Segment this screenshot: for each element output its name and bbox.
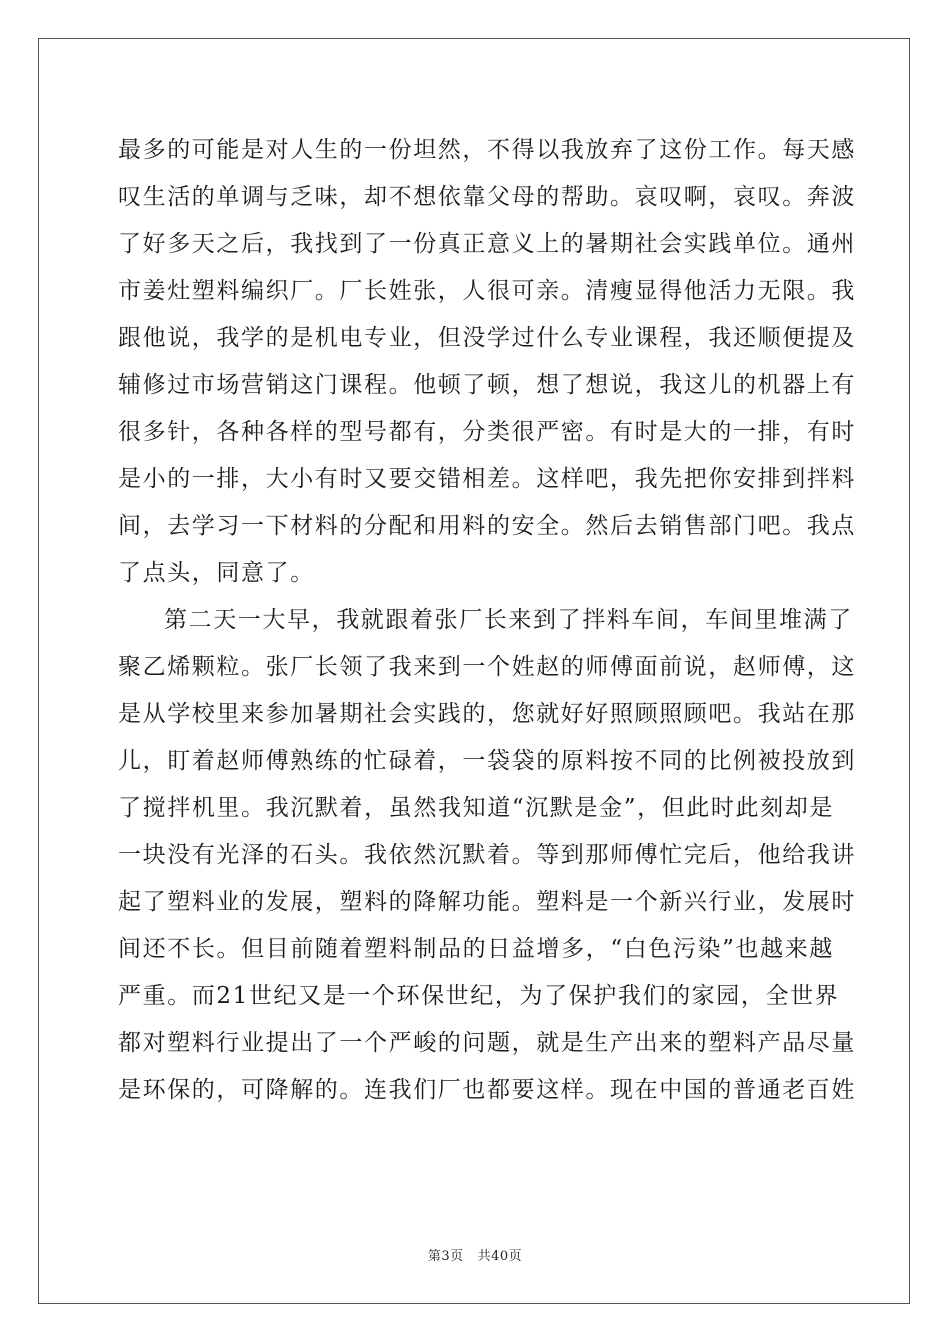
document-body: [118, 127, 856, 1114]
text-line: 是环保的，可降解的。连我们厂也都要这样。现在中国的普通老百姓: [118, 1077, 856, 1103]
text-line: 辅修过市场营销这门课程。他顿了顿，想了想说，我这儿的机器上有: [118, 372, 856, 398]
text-line: 很多针，各种各样的型号都有，分类很严密。有时是大的一排，有时: [118, 419, 856, 445]
text-line: 儿，盯着赵师傅熟练的忙碌着，一袋袋的原料按不同的比例被投放到: [118, 748, 856, 774]
page-total: 共40页: [477, 1249, 523, 1264]
text-line: 叹生活的单调与乏味，却不想依靠父母的帮助。哀叹啊，哀叹。奔波: [118, 184, 856, 210]
text-line: 了点头，同意了。: [118, 560, 315, 586]
text-line: 了搅拌机里。我沉默着，虽然我知道“沉默是金”，但此时此刻却是: [118, 795, 834, 821]
text-line: 聚乙烯颗粒。张厂长领了我来到一个姓赵的师傅面前说，赵师傅，这: [118, 654, 856, 680]
text-line: 市姜灶塑料编织厂。厂长姓张，人很可亲。清瘦显得他活力无限。我: [118, 278, 856, 304]
text-line: 第二天一大早，我就跟着张厂长来到了拌料车间，车间里堆满了: [164, 607, 853, 633]
page-number: 第3页: [427, 1249, 464, 1264]
text-line: 间，去学习一下材料的分配和用料的安全。然后去销售部门吧。我点: [118, 513, 856, 539]
text-line: 间还不长。但目前随着塑料制品的日益增多，“白色污染”也越来越: [118, 936, 834, 962]
text-line: 是小的一排，大小有时又要交错相差。这样吧，我先把你安排到拌料: [118, 466, 856, 492]
text-line: 是从学校里来参加暑期社会实践的，您就好好照顾照顾吧。我站在那: [118, 701, 856, 727]
text-line: 都对塑料行业提出了一个严峻的问题，就是生产出来的塑料产品尽量: [118, 1030, 856, 1056]
text-line: 跟他说，我学的是机电专业，但没学过什么专业课程，我还顺便提及: [118, 325, 856, 351]
text-line: 起了塑料业的发展，塑料的降解功能。塑料是一个新兴行业，发展时: [118, 889, 856, 915]
page-footer: [0, 1245, 950, 1264]
text-line: 一块没有光泽的石头。我依然沉默着。等到那师傅忙完后，他给我讲: [118, 842, 856, 868]
text-line: 最多的可能是对人生的一份坦然，不得以我放弃了这份工作。每天感: [118, 137, 856, 163]
text-line: 了好多天之后，我找到了一份真正意义上的暑期社会实践单位。通州: [118, 231, 856, 257]
text-line: 严重。而21世纪又是一个环保世纪，为了保护我们的家园，全世界: [118, 983, 840, 1009]
